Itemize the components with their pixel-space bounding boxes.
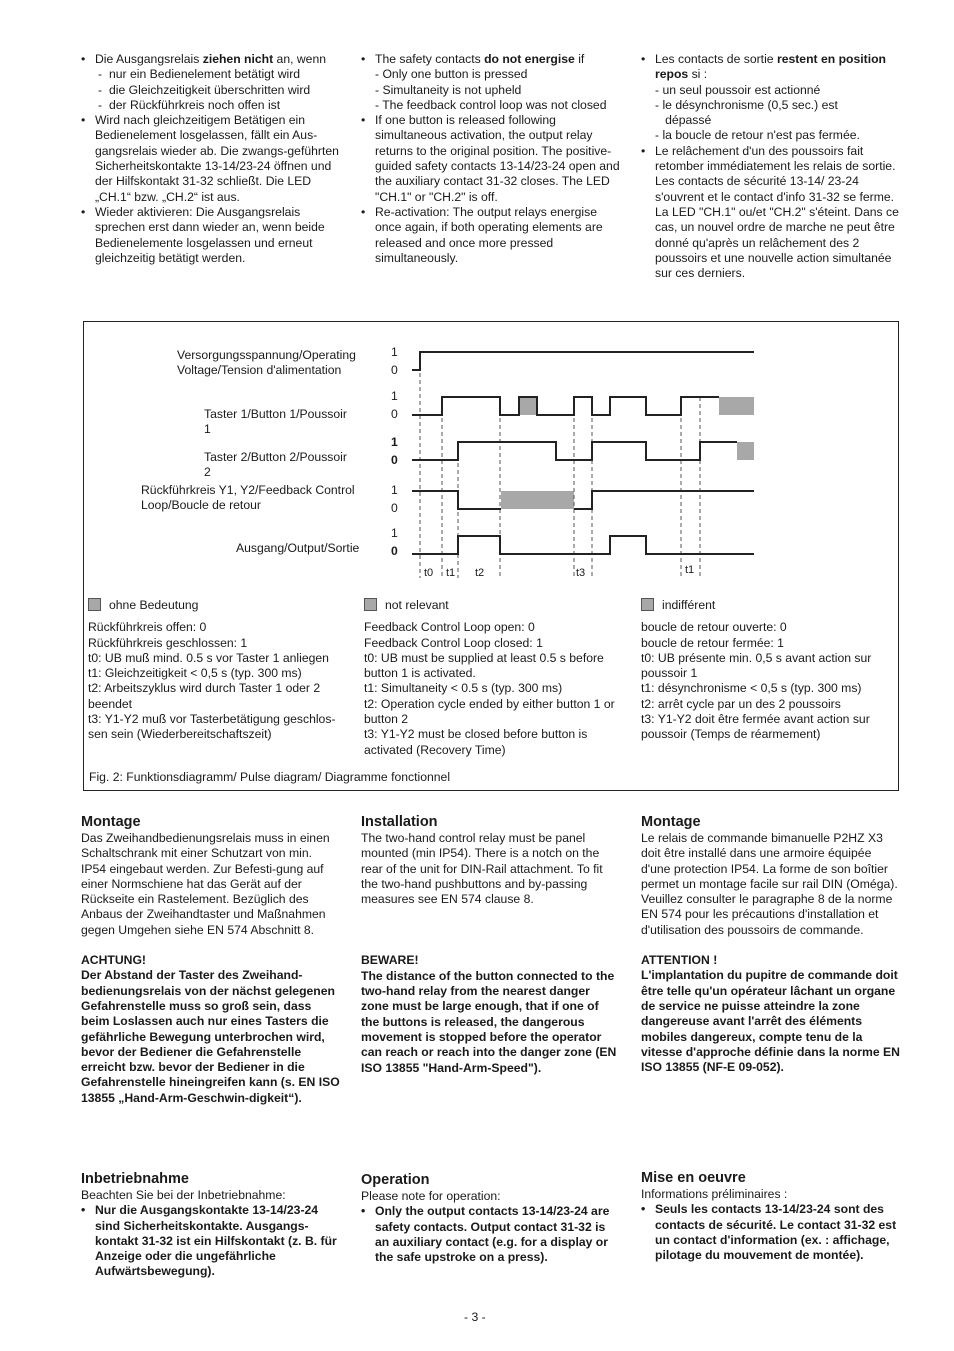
time-markers [420, 352, 700, 578]
level-label: 1 [391, 483, 398, 497]
list-item: • Wird nach gleichzeitigem Betätigen ein Bedienelement losgelassen, fällt ein Aus-gangsrelais wieder ab. Die zwangs-geführten Sicherheitskontakte 13-14/23-24 öffnen und der Hilfskontakt 31-32 schließt. Die LED „CH.1“ bzw. „CH.2“ ist aus. [81, 113, 340, 205]
level-label: 1 [391, 345, 398, 359]
section-heading: Operation [361, 1172, 430, 1188]
signal-label-output: Ausgang/Output/Sortie [236, 541, 360, 555]
list-item: • Le relâchement d'un des poussoirs fait retomber immédiatement les relais de sortie. Les contacts de sécurité 13-14/ 23-24 s'ouvrent et le contact d'info 31-32 se ferme. La LED "CH.1" ou/et "CH.2" s'éteint. Dans ce cas, un nouvel ordre de marche ne peut être donné qu'après un relâchement des 2 poussoirs et une nouvelle action simultanée sur ces derniers. [641, 144, 903, 282]
waveform-output [412, 536, 754, 554]
waveform-feedback [412, 491, 501, 509]
legend-fr: indifférent boucle de retour ouverte: 0 boucle de retour fermée: 1 t0: UB présente min. 0,5 s avant action sur poussoir 1 t1: désynchronisme < 0,5 s (typ. 300 ms) t2: arrêt cycle par un des 2 poussoirs t3: Y1-Y2 doit être fermée avant action sur poussoir (Temps de réarmement) [641, 598, 872, 742]
level-label: 0 [391, 453, 398, 467]
dont-care-regions [501, 397, 754, 509]
time-label-t1b: t1 [685, 564, 695, 576]
section-heading: Inbetriebnahme [81, 1171, 189, 1187]
signal-label-feedback: Rückführkreis Y1, Y2/Feedback Control Loop/Boucle de retour [141, 483, 355, 513]
list-item: - Only one button is pressed [375, 67, 528, 82]
dont-care-swatch [88, 598, 101, 611]
section-heading: Montage [81, 814, 141, 830]
time-label-t1: t1 [446, 567, 456, 579]
list-item: dépassé [655, 113, 712, 128]
list-item: - der Rückführkreis noch offen ist [95, 98, 340, 113]
list-item: • Die Ausgangsrelais ziehen nicht an, wenn - nur ein Bedienelement betätigt wird - die Gleichzeitigkeit überschritten wird - der Rückführkreis noch offen ist [81, 52, 340, 113]
list-item: - die Gleichzeitigkeit überschritten wird [95, 83, 340, 98]
level-label: 1 [391, 435, 398, 449]
level-label: 1 [391, 389, 398, 403]
time-label-t3: t3 [576, 567, 586, 579]
operation-fr: Mise en oeuvre Informations préliminaires : • Seuls les contacts 13-14/23-24 sont des contacts de sécurité. Le contact 31-32 est un contact d'information (ex. : affichage, pilotage du mouvement de montée). [641, 1169, 903, 1263]
dont-care-region [737, 442, 754, 460]
list-item: - un seul poussoir est actionné [655, 82, 821, 97]
timing-waveforms [0, 0, 954, 600]
list-item: - Simultaneity is not upheld [375, 82, 522, 97]
list-item: • If one button is released following simultaneous activation, the output relay returns to the original position. The positive-guided safety contacts 13-14/23-24 open and the auxiliary contact 31-32 closes. The LED "CH.1" or "CH.2" is off. [361, 113, 621, 205]
dont-care-swatch [641, 598, 654, 611]
waveform-supply [412, 352, 754, 370]
signal-label-button2: Taster 2/Button 2/Poussoir 2 [204, 450, 347, 480]
waveform-feedback-b [574, 491, 754, 509]
list-item: • Re-activation: The output relays energise once again, if both operating elements are released and once more pressed simultaneously. [361, 205, 621, 266]
list-item: • Les contacts de sortie restent en position repos si : - un seul poussoir est actionné - le désynchronisme (0,5 sec.) est dépassé - la boucle de retour n'est pas fermée. [641, 52, 903, 144]
time-label-t0: t0 [424, 567, 434, 579]
list-item: • Only the output contacts 13-14/23-24 are safety contacts. Output contact 31-32 is an auxiliary contact (e.g. for a display or the safe upstroke on a press). [361, 1204, 618, 1265]
list-item: • The safety contacts do not energise if - Only one button is pressed - Simultaneity is not upheld - The feedback control loop was not closed [361, 52, 621, 113]
legend-de: ohne Bedeutung Rückführkreis offen: 0 Rückführkreis geschlossen: 1 t0: UB muß mind. 0.5 s vor Taster 1 anliegen t1: Gleichzeitigkeit < 0,5 s (typ. 300 ms) t2: Arbeitszyklus wird durch Taster 1 oder 2 beendet t3: Y1-Y2 muß vor Tasterbetätigung geschlos-sen sein (Wiederbereitschaftszeit) [88, 598, 336, 742]
list-item: - le désynchronisme (0,5 sec.) est [655, 97, 838, 112]
figure-caption: Fig. 2: Funktionsdiagramm/ Pulse diagram/ Diagramme fonctionnel [89, 770, 451, 784]
list-item: • Nur die Ausgangskontakte 13-14/23-24 sind Sicherheitskontakte. Ausgangs-kontakt 31-32 ist ein Hilfskontakt (z. B. für Anzeige oder die ungefährliche Aufwärtsbewegung). [81, 1203, 341, 1279]
level-label: 0 [391, 363, 398, 377]
list-item: • Seuls les contacts 13-14/23-24 sont des contacts de sécurité. Le contact 31-32 est un contact d'information (ex. : affichage, pilotage du mouvement de montée). [641, 1202, 903, 1263]
page-number: - 3 - [464, 1310, 486, 1324]
montage-fr: Montage Le relais de commande bimanuelle P2HZ X3 doit être installé dans une armoire équipée d'une protection IP54. La forme de son boîtier permet un montage facile sur rail DIN (Oméga). Veuillez consulter le paragraphe 8 de la norme EN 574 pour les précautions d'installation et d'utilisation des poussoirs de commande. ATTENTION ! L'implantation du pupitre de commande doit être telle qu'un opérateur lâchant un organe de service ne puisse atteindre la zone dangereuse avant l'arrêt des éléments mobiles dangereux, compte tenu de la vitesse d'approche définie dans la norme EN ISO 13855 (NF-E 09-052). [641, 813, 903, 1075]
montage-de: Montage Das Zweihandbedienungsrelais muss in einen Schaltschrank mit einer Schutzart von min. IP54 eingebaut werden. Zur Befesti-gung auf einer Normschiene hat das Gerät auf der Rückseite ein Rastelement. Bezüglich des Anbaus der Zweihandtaster und Maßnahmen gegen Umgehen siehe EN 574 Abschnitt 8. ACHTUNG! Der Abstand der Taster des Zweihand-bedienungsrelais von der nächst gelegenen Gefahrenstelle muss so groß sein, dass beim Loslassen auch nur eines Tasters die gefährliche Bewegung unterbrochen wird, bevor der Bediener die Gefahrenstelle erreicht bzw. bevor der Bediener in die Gefahrenstelle hineingreifen kann (s. EN ISO 13855 „Hand-Arm-Geschwin-digkeit“). [81, 814, 340, 1105]
signal-label-supply: Versorgungsspannung/Operating Voltage/Tension d'alimentation [177, 348, 356, 378]
level-label: 0 [391, 407, 398, 421]
montage-en: Installation The two-hand control relay must be panel mounted (min IP54). There is a notch on the rear of the unit for DIN-Rail attachment. To fit the two-hand pushbuttons and by-passing measures see EN 574 clause 8. BEWARE! The distance of the button connected to the two-hand relay from the nearest danger zone must be large enough, that if one of the buttons is released, the dangerous movement is stopped before the operator can reach or reach into the danger zone (EN ISO 13855 "Hand-Arm-Speed"). [361, 814, 617, 1075]
dont-care-region [719, 397, 754, 415]
section-heading: Installation [361, 814, 438, 830]
level-label: 1 [391, 526, 398, 540]
time-label-t2: t2 [475, 567, 485, 579]
operation-en: Operation Please note for operation: • Only the output contacts 13-14/23-24 are safety contacts. Output contact 31-32 is an auxiliary contact (e.g. for a display or the safe upstroke on a press). [361, 1171, 618, 1265]
signal-label-button1: Taster 1/Button 1/Poussoir 1 [204, 407, 347, 437]
list-item: - The feedback control loop was not closed [375, 97, 607, 112]
dont-care-region [501, 491, 574, 509]
operation-de: Inbetriebnahme Beachten Sie bei der Inbetriebnahme: • Nur die Ausgangskontakte 13-14/23-24 sind Sicherheitskontakte. Ausgangs-kontakt 31-32 ist ein Hilfskontakt (z. B. für Anzeige oder die ungefährliche Aufwärtsbewegung). [81, 1170, 341, 1280]
level-label: 0 [391, 544, 398, 558]
list-item: - nur ein Bedienelement betätigt wird [95, 67, 340, 82]
dont-care-swatch [364, 598, 377, 611]
level-label: 0 [391, 501, 398, 515]
section-heading: Mise en oeuvre [641, 1170, 746, 1186]
list-item: • Wieder aktivieren: Die Ausgangsrelais sprechen erst dann wieder an, wenn beide Bedienelemente losgelassen und erneut gleichzeitig betätigt werden. [81, 205, 340, 266]
legend-en: not relevant Feedback Control Loop open: 0 Feedback Control Loop closed: 1 t0: UB must be supplied at least 0.5 s before button 1 is activated. t1: Simultaneity < 0.5 s (typ. 300 ms) t2: Operation cycle ended by either button 1 or button 2 t3: Y1-Y2 must be closed before button is activated (Recovery Time) [364, 598, 615, 757]
waveform-button2 [412, 442, 737, 460]
dont-care-region [519, 397, 537, 415]
section-heading: Montage [641, 814, 701, 830]
waveform-button1 [412, 397, 719, 415]
list-item: - la boucle de retour n'est pas fermée. [655, 128, 860, 143]
